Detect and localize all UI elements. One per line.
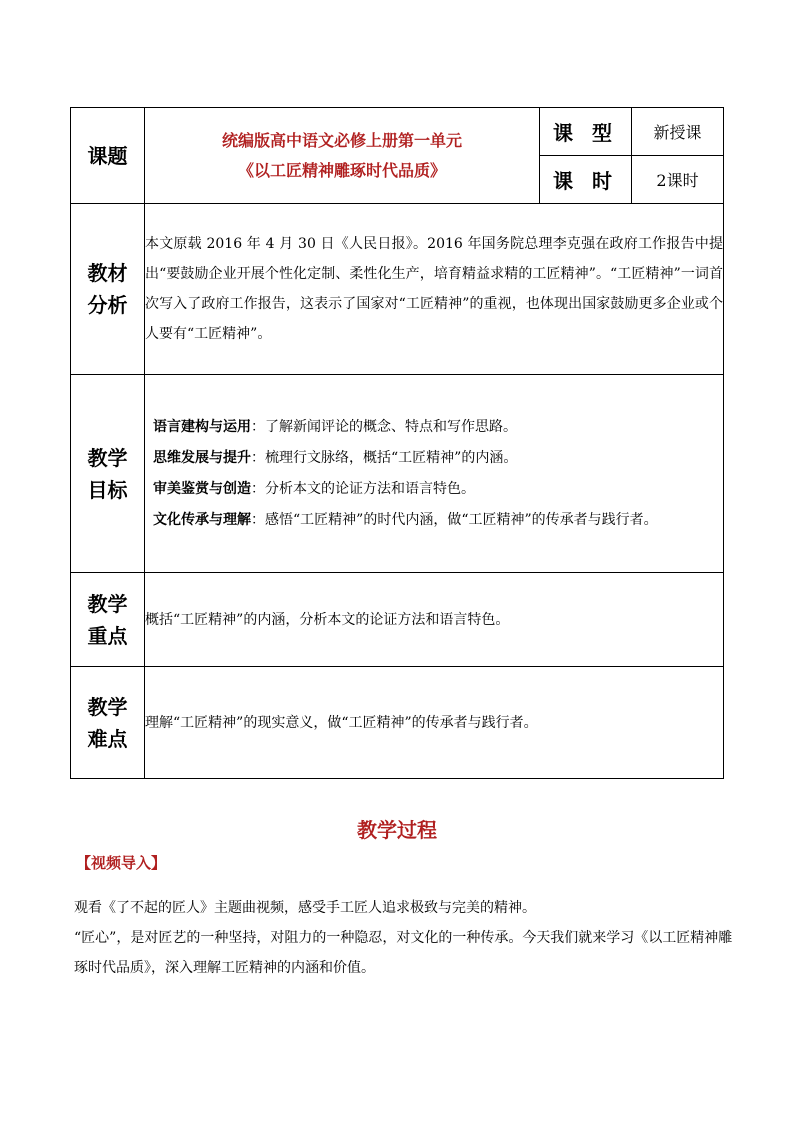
teaching-goals-list	[145, 375, 724, 573]
goal-text: ：了解新闻评论的概念、特点和写作思路。	[251, 418, 517, 435]
teaching-process-title: 教学过程	[357, 818, 437, 842]
material-analysis-label	[71, 204, 145, 375]
key-points-label	[71, 573, 145, 667]
key-points-label-line-2: 重点	[87, 623, 128, 648]
goal-item	[145, 505, 723, 536]
difficulties-label	[71, 667, 145, 779]
lesson-hours-label: 课 时	[540, 156, 632, 204]
difficulties-label-line-2: 难点	[87, 726, 128, 751]
key-points-label-line-1: 教学	[87, 591, 128, 616]
key-points-text: 概括“工匠精神”的内涵，分析本文的论证方法和语言特色。	[145, 573, 724, 667]
goal-key: 文化传承与理解	[153, 511, 251, 528]
goal-item	[145, 412, 723, 443]
lesson-plan-table	[70, 107, 724, 779]
goal-item	[145, 443, 723, 474]
goal-text: ：梳理行文脉络，概括“工匠精神”的内涵。	[251, 449, 518, 466]
teaching-goals-label-line-2: 目标	[87, 477, 128, 502]
teaching-goals-label	[71, 375, 145, 573]
goal-key: 审美鉴赏与创造	[153, 480, 251, 497]
topic-label: 课题	[71, 108, 145, 204]
lesson-type-label: 课 型	[540, 108, 632, 156]
difficulties-label-line-1: 教学	[87, 694, 128, 719]
lesson-hours-value: 2课时	[632, 156, 724, 204]
material-analysis-label-line-2: 分析	[87, 293, 128, 317]
goal-key: 语言建构与运用	[153, 418, 251, 435]
process-paragraph-2: “匠心”，是对匠艺的一种坚持，对阻力的一种隐忍，对文化的一种传承。今天我们就来学习《以工匠精神雕琢时代品质》，深入理解工匠精神的内涵和价值。	[74, 930, 733, 976]
process-paragraph-1: 观看《了不起的匠人》主题曲视频，感受手工匠人追求极致与完美的精神。	[74, 900, 536, 916]
material-analysis-label-line-1: 教材	[87, 261, 128, 285]
course-title-line-2: 《以工匠精神雕琢时代品质》	[237, 160, 446, 180]
goal-text: ：分析本文的论证方法和语言特色。	[251, 480, 475, 497]
lesson-type-value: 新授课	[632, 108, 724, 156]
goal-item	[145, 474, 723, 505]
video-intro-heading: 【视频导入】	[76, 854, 167, 872]
teaching-goals-label-line-1: 教学	[87, 445, 128, 470]
goal-key: 思维发展与提升	[153, 449, 251, 466]
course-title	[145, 108, 540, 204]
difficulties-text: 理解“工匠精神”的现实意义，做“工匠精神”的传承者与践行者。	[145, 667, 724, 779]
process-body	[74, 893, 734, 983]
material-analysis-text: 本文原载 2016 年 4 月 30 日《人民日报》。2016 年国务院总理李克强在政府工作报告中提出“要鼓励企业开展个性化定制、柔性化生产，培育精益求精的工匠精神”。“工匠精神”一词首次写入了政府工作报告，这表示了国家对“工匠精神”的重视，也体现出国家鼓励更多企业或个人要有“工匠精神”。	[145, 204, 724, 375]
course-title-line-1: 统编版高中语文必修上册第一单元	[221, 130, 462, 150]
goal-text: ：感悟“工匠精神”的时代内涵，做“工匠精神”的传承者与践行者。	[251, 511, 658, 528]
